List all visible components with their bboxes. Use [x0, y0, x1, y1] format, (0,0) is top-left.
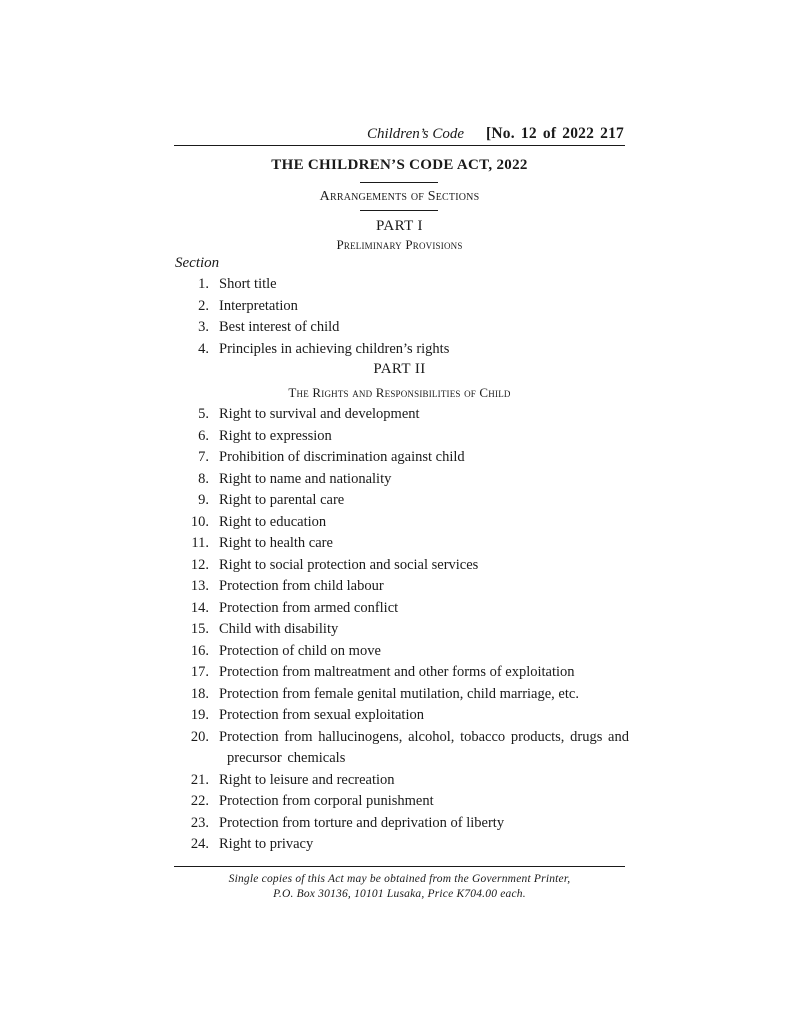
running-head [174, 125, 624, 145]
footer-line-2: P.O. Box 30136, 10101 Lusaka, Price K704.00 each. [273, 888, 526, 900]
section-entry: 15. Child with disability [190, 621, 339, 637]
section-entry: 10. Right to education [190, 513, 327, 530]
section-entry: 21. Right to leisure and recreation [190, 771, 395, 788]
arrangement-heading: Arrangements of Sections [319, 189, 480, 204]
part-2-title: PART II [373, 361, 426, 377]
section-entry: 19. Protection from sexual exploitation [190, 707, 424, 723]
part-1-title: PART I [376, 218, 423, 234]
part-1-section-list [174, 274, 629, 360]
section-entry: 22. Protection from corporal punishment [190, 793, 434, 809]
act-title: THE CHILDREN’S CODE ACT, 2022 [271, 157, 528, 173]
arrangement-divider [360, 210, 438, 211]
section-entry: 14. Protection from armed conflict [190, 599, 399, 616]
section-entry: 9. Right to parental care [198, 492, 345, 508]
part-1-subtitle: Preliminary Provisions [336, 237, 463, 252]
section-entry: 11. Right to health care [191, 535, 333, 551]
section-entry: 5. Right to survival and development [198, 406, 420, 422]
section-entry: 13. Protection from child labour [190, 578, 384, 594]
section-entry: 7. Prohibition of discrimination against child [198, 449, 465, 465]
running-head-short-title: Children’s Code [366, 126, 465, 142]
section-entry: 12. Right to social protection and social services [190, 556, 479, 573]
part-2-section-list [174, 404, 629, 856]
section-column-label: Section [175, 255, 220, 271]
section-entry: 3. Best interest of child [198, 319, 340, 335]
title-divider [360, 182, 438, 183]
footer-rule [174, 866, 625, 867]
section-entry: 20. Protection from hallucinogens, alcohol, tobacco products, drugs and precursor chemicals [190, 728, 629, 766]
footer-note [174, 872, 625, 902]
section-entry: 17. Protection from maltreatment and other forms of exploitation [190, 664, 575, 680]
section-entry: 18. Protection from female genital mutilation, child marriage, etc. [190, 685, 579, 702]
part-2-subtitle: The Rights and Responsibilities of Child [288, 385, 511, 400]
section-entry: 4. Principles in achieving children’s rights [198, 340, 450, 357]
section-entry: 6. Right to expression [198, 427, 332, 444]
section-entry: 2. Interpretation [198, 297, 298, 314]
footer-line-1: Single copies of this Act may be obtained from the Government Printer, [228, 873, 571, 885]
section-entry: 16. Protection of child on move [190, 642, 381, 659]
section-entry: 8. Right to name and nationality [198, 470, 392, 487]
running-head-act-number: [No. 12 of 2022 217 [486, 125, 624, 142]
section-entry: 23. Protection from torture and deprivation of liberty [190, 814, 505, 831]
section-entry: 1. Short title [198, 276, 277, 292]
section-entry: 24. Right to privacy [190, 836, 314, 852]
header-rule [174, 145, 625, 146]
